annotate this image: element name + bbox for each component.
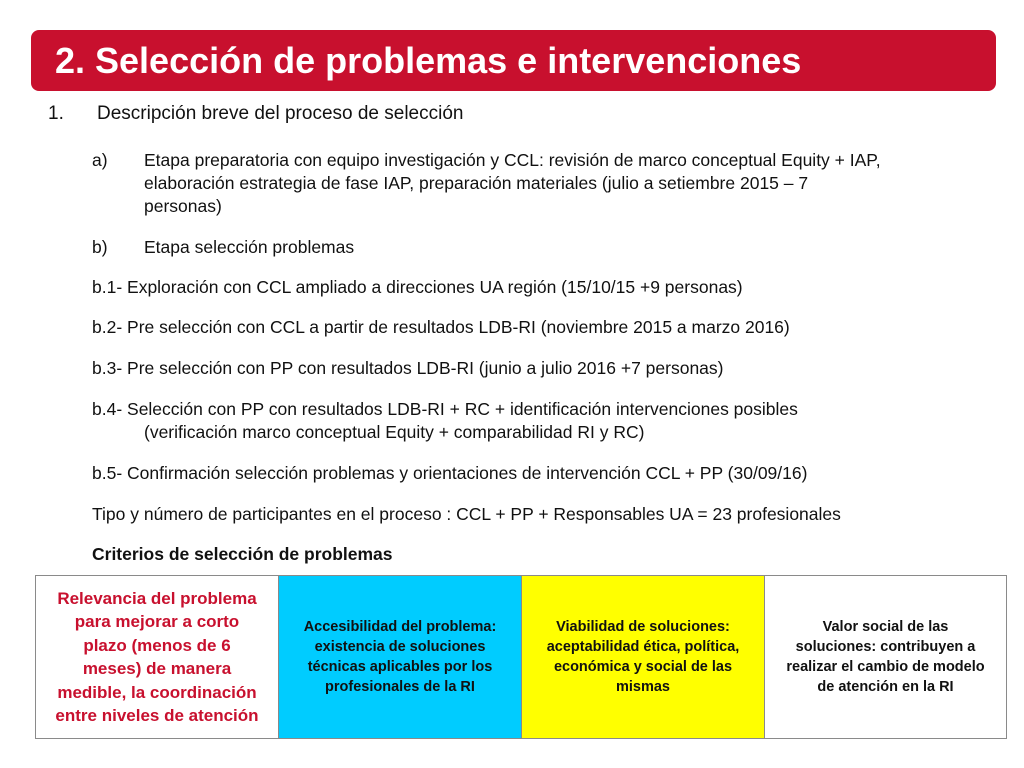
sub-item-b5: b.5- Confirmación selección problemas y orientaciones de intervención CCL + PP (30/09/16): [92, 463, 808, 483]
criteria-4-line: soluciones: contribuyen a: [795, 639, 976, 655]
criteria-cell-viabilidad: [522, 576, 765, 739]
criteria-3-line: aceptabilidad ética, política,: [546, 639, 740, 655]
sub-item-b3: b.3- Pre selección con PP con resultados LDB-RI (junio a julio 2016 +7 personas): [92, 358, 724, 378]
criteria-cell-valor-social: [765, 576, 1007, 739]
sub-item-b1: b.1- Exploración con CCL ampliado a direcciones UA región (15/10/15 +9 personas): [92, 277, 743, 297]
criteria-cell-accesibilidad: [279, 576, 522, 739]
item-a-line-3: personas): [144, 196, 222, 216]
criteria-4-line: de atención en la RI: [817, 679, 954, 695]
criteria-cell-relevancia: [36, 576, 279, 739]
sub-item-b2: b.2- Pre selección con CCL a partir de resultados LDB-RI (noviembre 2015 a marzo 2016): [92, 317, 790, 337]
criteria-heading: Criterios de selección de problemas: [92, 544, 393, 564]
criteria-2-line: profesionales de la RI: [325, 679, 475, 695]
sub-item-b4-continued: (verificación marco conceptual Equity + comparabilidad RI y RC): [144, 422, 645, 442]
item-b-marker: b): [92, 237, 108, 257]
item-b-line-1: Etapa selección problemas: [144, 237, 355, 257]
criteria-1-line: meses) de manera: [82, 659, 232, 678]
item-a-line-2: elaboración estrategia de fase IAP, preparación materiales (julio a setiembre 2015 – 7: [144, 173, 809, 193]
criteria-1-line: Relevancia del problema: [57, 588, 257, 608]
criteria-2-line: técnicas aplicables por los: [307, 659, 493, 675]
criteria-1-line: entre niveles de atención: [55, 706, 259, 725]
participants-summary: Tipo y número de participantes en el proceso : CCL + PP + Responsables UA = 23 profesionales: [92, 504, 841, 524]
item-a-marker: a): [92, 150, 108, 170]
criteria-3-line: Viabilidad de soluciones:: [556, 619, 730, 635]
slide-title: 2. Selección de problemas e intervenciones: [55, 39, 802, 81]
criteria-1-line: para mejorar a corto: [74, 612, 240, 631]
section-number: 1.: [48, 103, 64, 124]
criteria-2-line: existencia de soluciones: [314, 639, 486, 655]
criteria-row: [36, 576, 1007, 739]
criteria-table: [35, 575, 1007, 739]
criteria-4-line: realizar el cambio de modelo: [786, 659, 985, 675]
sub-item-b4: b.4- Selección con PP con resultados LDB-RI + RC + identificación intervenciones posibles: [92, 399, 798, 419]
item-a-line-1: Etapa preparatoria con equipo investigación y CCL: revisión de marco conceptual Equity + IAP,: [144, 150, 881, 170]
criteria-1-line: plazo (menos de 6: [83, 635, 231, 655]
criteria-2-line: Accesibilidad del problema:: [303, 619, 497, 635]
criteria-4-line: Valor social de las: [822, 619, 949, 635]
criteria-3-line: económica y social de las: [553, 659, 733, 675]
section-label: Descripción breve del proceso de selección: [97, 103, 464, 124]
title-bar: [31, 30, 996, 91]
criteria-3-line: mismas: [615, 679, 670, 695]
criteria-1-line: medible, la coordinación: [57, 682, 257, 702]
